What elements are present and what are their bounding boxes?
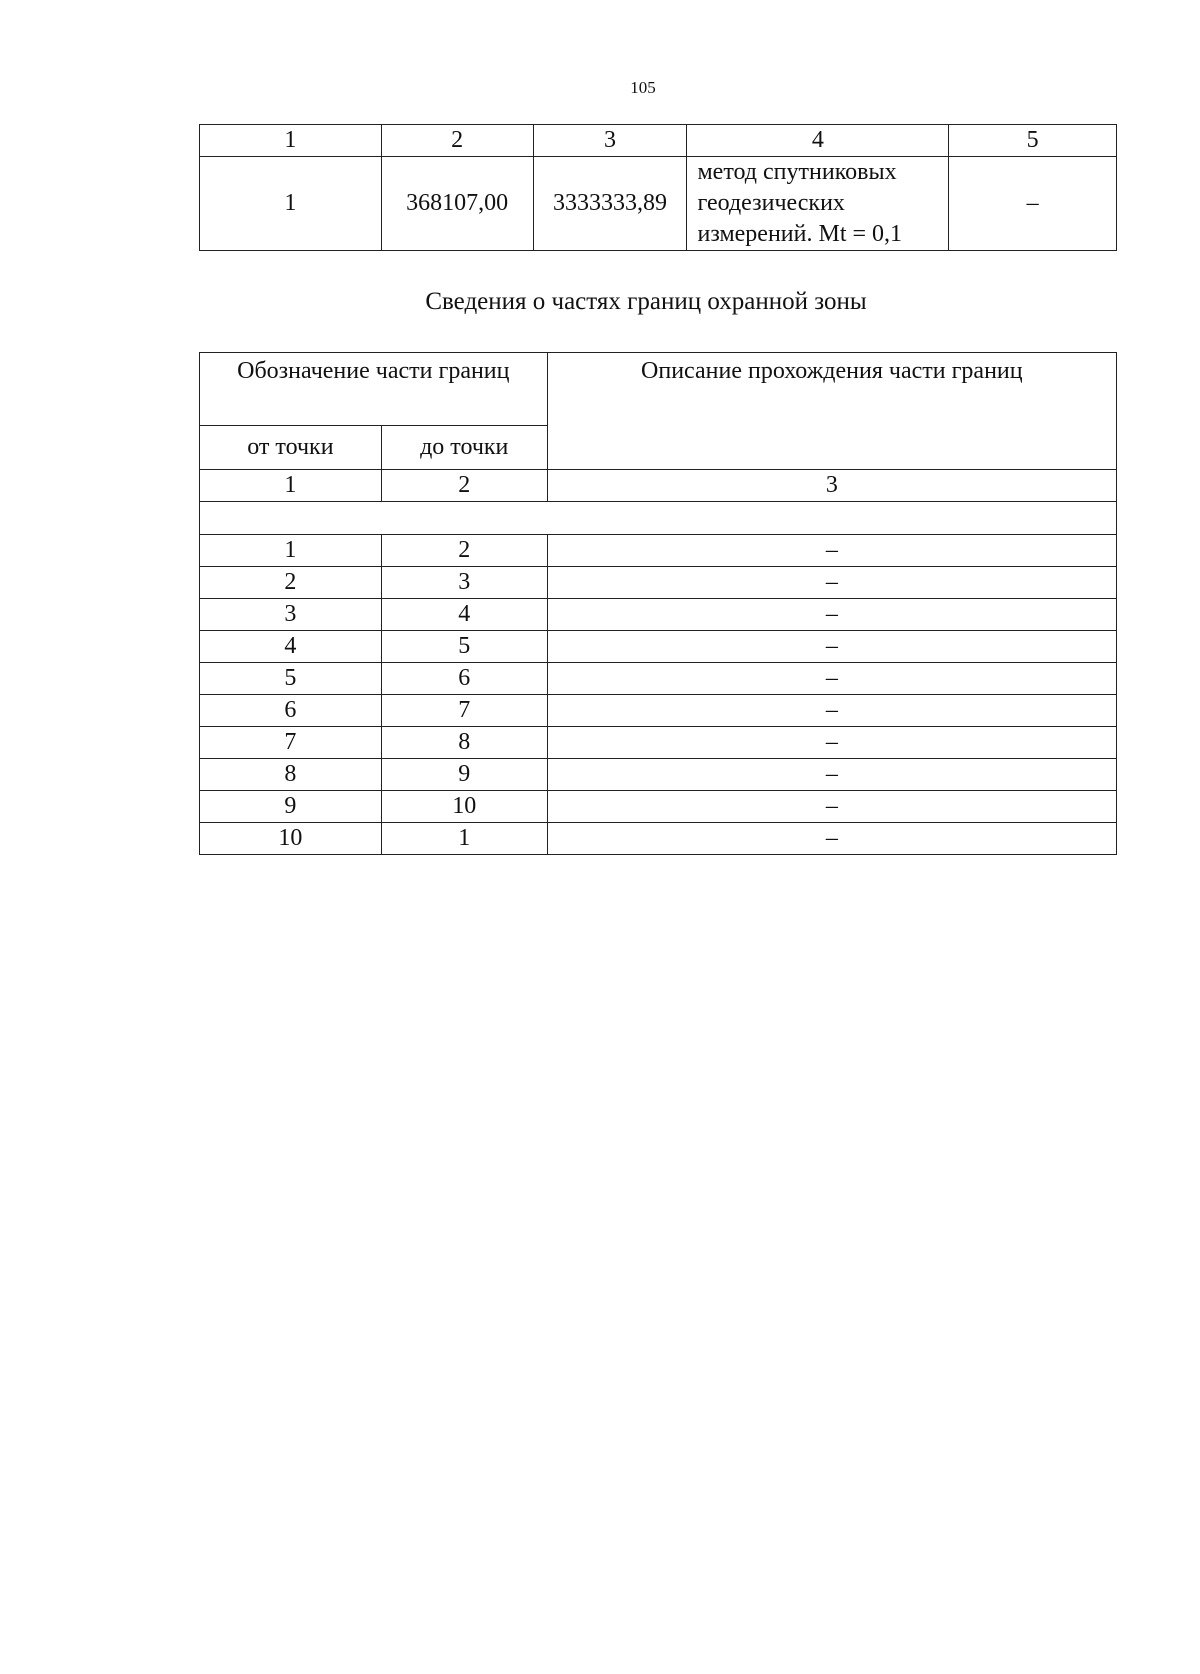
from-point-cell: 6 bbox=[200, 695, 382, 727]
column-number: 1 bbox=[200, 470, 382, 502]
to-point-header: до точки bbox=[381, 426, 547, 470]
description-cell: – bbox=[547, 791, 1116, 823]
page-number: 105 bbox=[630, 78, 656, 97]
to-point-cell: 5 bbox=[381, 631, 547, 663]
method-cell bbox=[687, 157, 949, 251]
table-row bbox=[200, 157, 1117, 251]
table-row bbox=[200, 695, 1117, 727]
description-header: Описание прохождения части границ bbox=[547, 353, 1116, 470]
from-point-header: от точки bbox=[200, 426, 382, 470]
from-point-cell: 7 bbox=[200, 727, 382, 759]
blank-row bbox=[200, 502, 1117, 535]
description-cell: – bbox=[547, 759, 1116, 791]
boundary-rows bbox=[200, 535, 1117, 855]
from-point-cell: 10 bbox=[200, 823, 382, 855]
column-number: 3 bbox=[533, 125, 687, 157]
from-point-cell: 2 bbox=[200, 567, 382, 599]
description-cell: – bbox=[547, 631, 1116, 663]
from-point-cell: 5 bbox=[200, 663, 382, 695]
boundary-parts-table bbox=[199, 352, 1117, 855]
to-point-cell: 10 bbox=[381, 791, 547, 823]
point-number-cell: 1 bbox=[200, 157, 382, 251]
column-number: 2 bbox=[381, 125, 533, 157]
description-cell: – bbox=[547, 599, 1116, 631]
header-row bbox=[200, 353, 1117, 426]
table-row bbox=[200, 759, 1117, 791]
description-cell: – bbox=[547, 727, 1116, 759]
x-coordinate-cell: 368107,00 bbox=[381, 157, 533, 251]
to-point-cell: 6 bbox=[381, 663, 547, 695]
to-point-cell: 2 bbox=[381, 535, 547, 567]
to-point-cell: 3 bbox=[381, 567, 547, 599]
table-row bbox=[200, 727, 1117, 759]
to-point-cell: 4 bbox=[381, 599, 547, 631]
table-row bbox=[200, 631, 1117, 663]
description-cell: – bbox=[547, 695, 1116, 727]
table-row bbox=[200, 663, 1117, 695]
description-cell: – bbox=[547, 535, 1116, 567]
from-point-cell: 4 bbox=[200, 631, 382, 663]
designation-header: Обозначение части границ bbox=[200, 353, 548, 426]
from-point-cell: 9 bbox=[200, 791, 382, 823]
from-point-cell: 1 bbox=[200, 535, 382, 567]
to-point-cell: 1 bbox=[381, 823, 547, 855]
method-line: измерений. Mt = 0,1 bbox=[697, 221, 903, 247]
table-row bbox=[200, 791, 1117, 823]
description-cell: – bbox=[547, 567, 1116, 599]
column-number: 5 bbox=[949, 125, 1117, 157]
table-row bbox=[200, 535, 1117, 567]
description-cell: – bbox=[547, 663, 1116, 695]
section-title: Сведения о частях границ охранной зоны bbox=[425, 288, 867, 315]
to-point-cell: 9 bbox=[381, 759, 547, 791]
column-number: 4 bbox=[687, 125, 949, 157]
y-coordinate-cell: 3333333,89 bbox=[533, 157, 687, 251]
description-cell: – bbox=[949, 157, 1117, 251]
column-number: 1 bbox=[200, 125, 382, 157]
table-row bbox=[200, 823, 1117, 855]
description-cell: – bbox=[547, 823, 1116, 855]
from-point-cell: 3 bbox=[200, 599, 382, 631]
method-line: метод спутниковых bbox=[697, 159, 897, 185]
method-line: геодезических bbox=[697, 190, 845, 216]
from-point-cell: 8 bbox=[200, 759, 382, 791]
blank-cell bbox=[200, 502, 1117, 535]
to-point-cell: 8 bbox=[381, 727, 547, 759]
table-row bbox=[200, 599, 1117, 631]
column-number-row bbox=[200, 125, 1117, 157]
coordinates-table bbox=[199, 124, 1117, 251]
column-number-row bbox=[200, 470, 1117, 502]
column-number: 3 bbox=[547, 470, 1116, 502]
column-number: 2 bbox=[381, 470, 547, 502]
to-point-cell: 7 bbox=[381, 695, 547, 727]
table-row bbox=[200, 567, 1117, 599]
